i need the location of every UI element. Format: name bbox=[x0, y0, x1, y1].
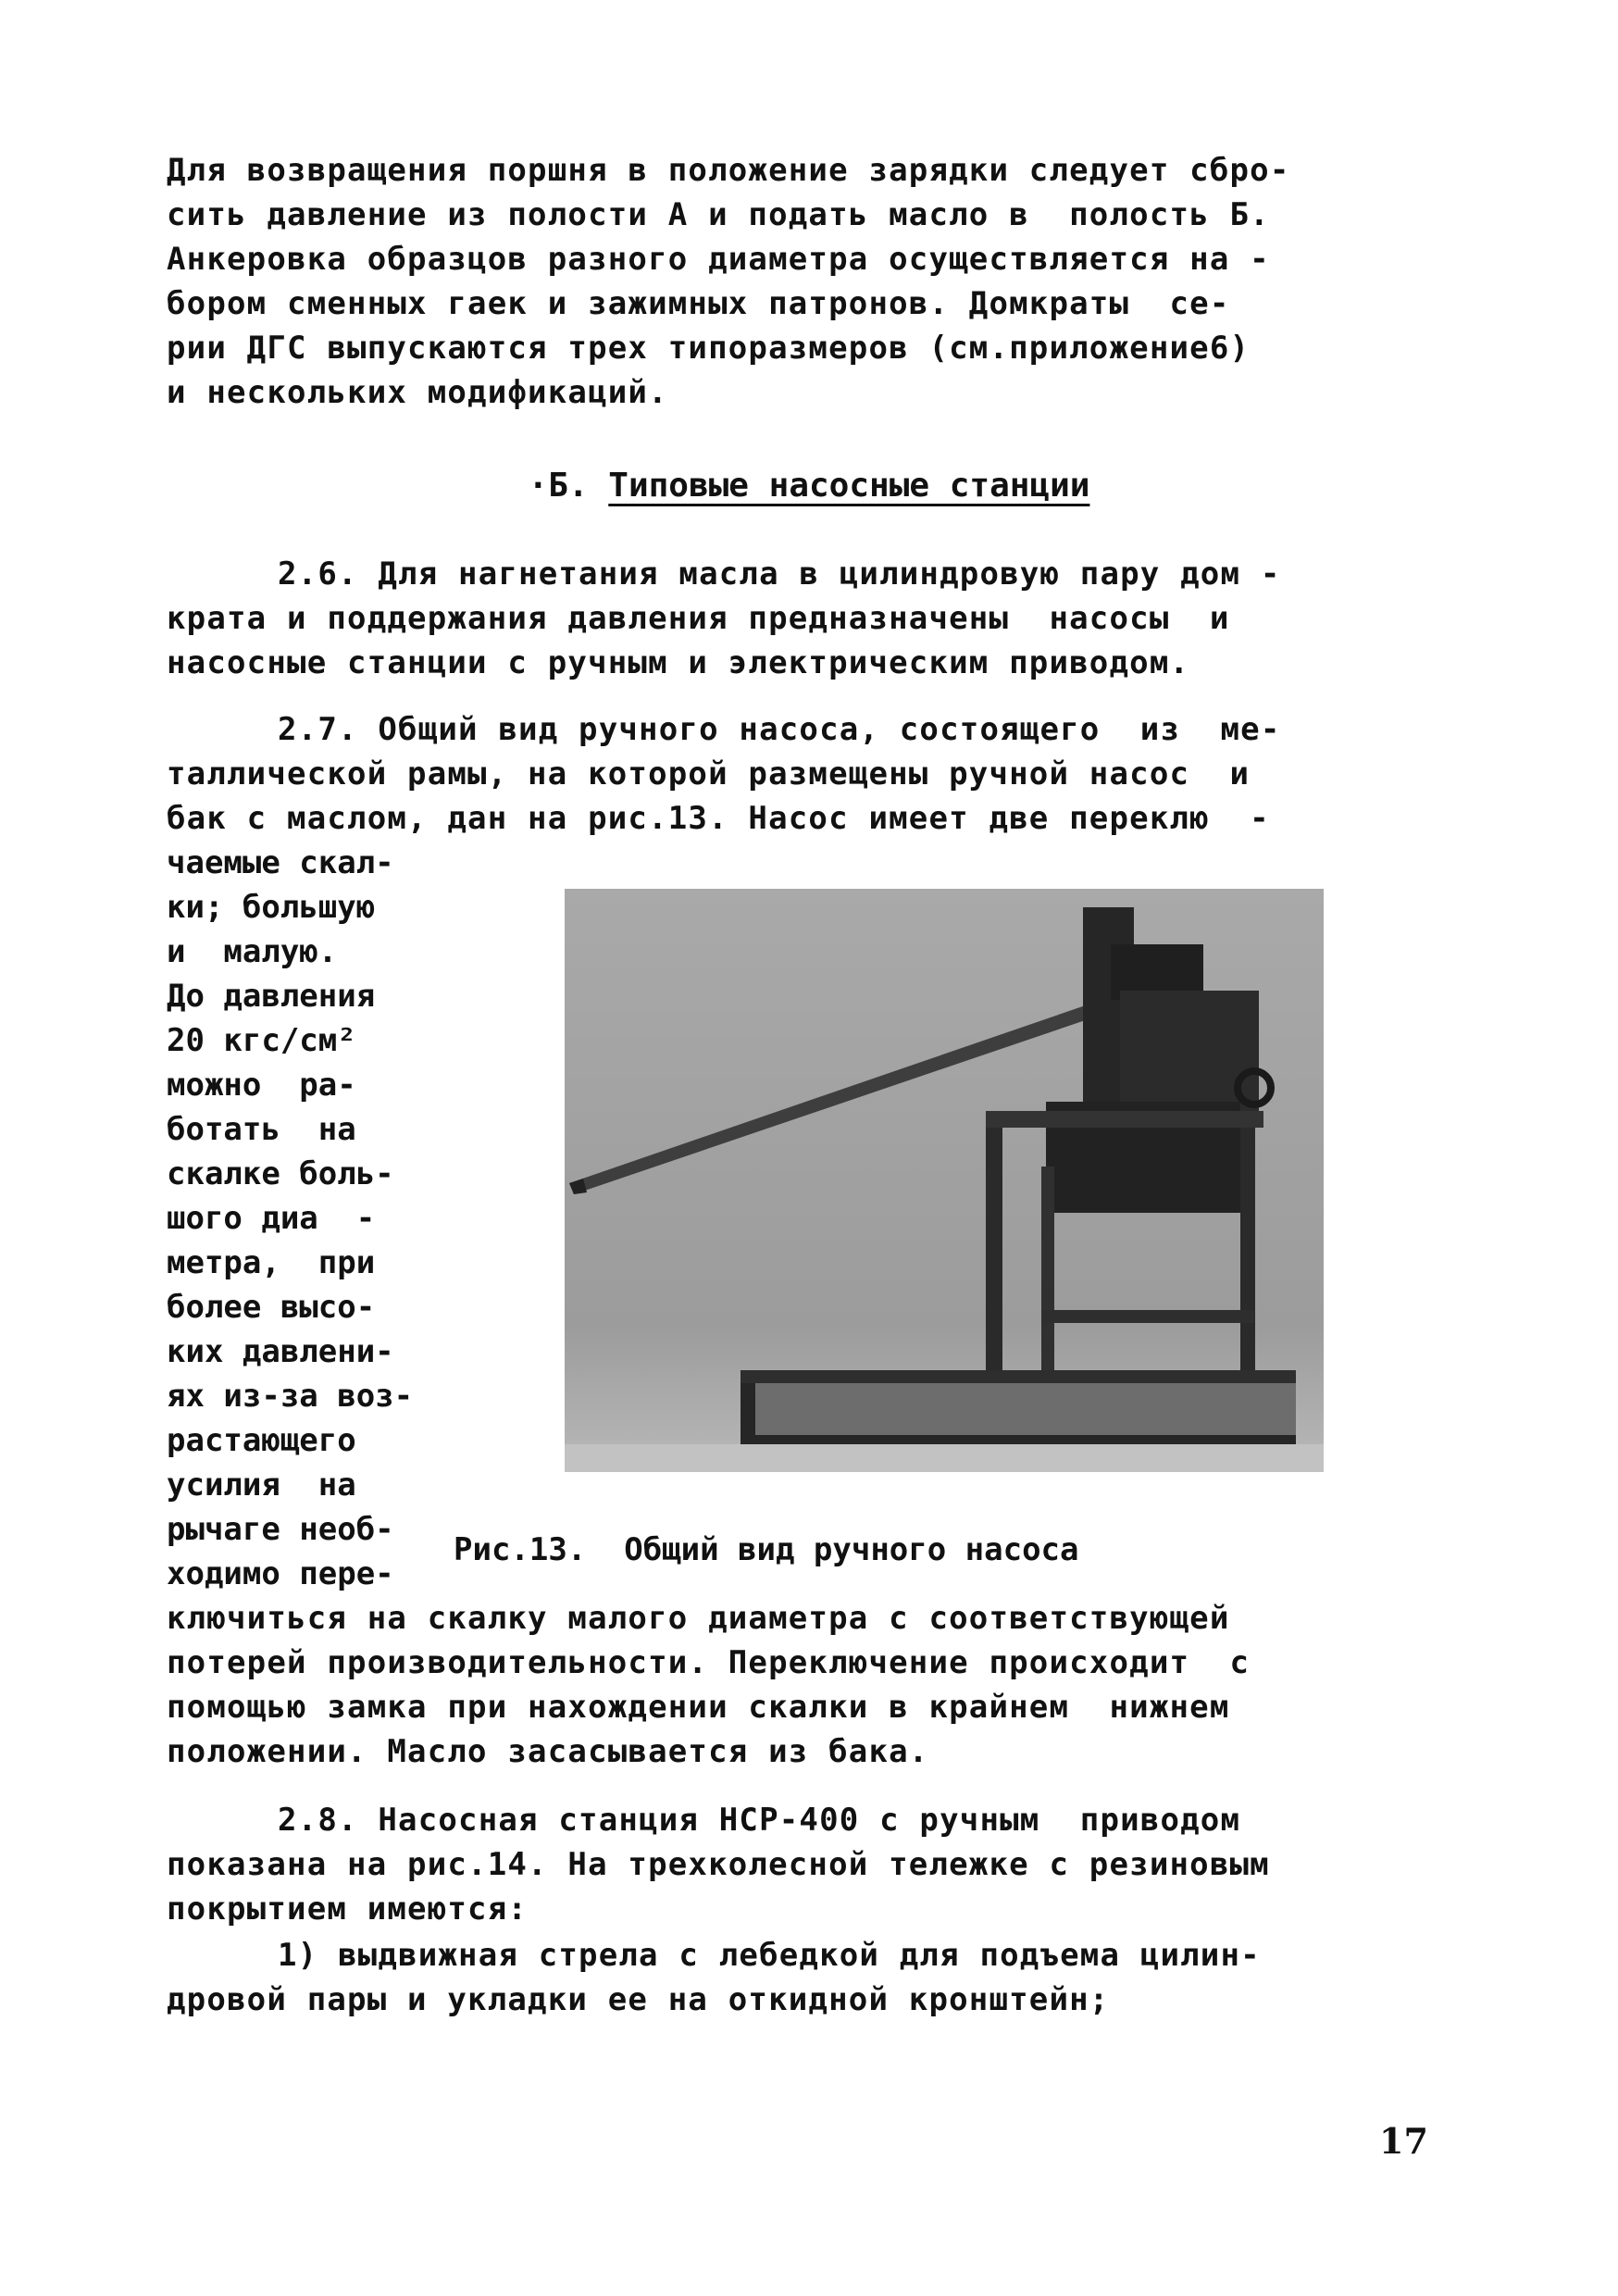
p28-line-1: 2.8. Насосная станция НСР-400 с ручным приводом bbox=[278, 1802, 1241, 1839]
p28-line-3: покрытием имеются: bbox=[167, 1890, 529, 1928]
p26-line-2: крата и поддержания давления предназначены насосы и bbox=[167, 600, 1230, 637]
pump-illustration bbox=[565, 889, 1324, 1472]
side-line-5: 20 кгс/см² bbox=[167, 1022, 356, 1059]
side-line-15: усилия на bbox=[167, 1466, 356, 1504]
figure-caption: Рис.13. Общий вид ручного насоса bbox=[454, 1531, 1079, 1568]
p27-rest-line-4: положении. Масло засасывается из бака. bbox=[167, 1733, 929, 1770]
side-line-3: и малую. bbox=[167, 933, 338, 970]
intro-line-1: Для возвращения поршня в положение зарядки следует сбро- bbox=[167, 152, 1290, 189]
p28-line-2: показана на рис.14. На трехколесной тележке с резиновым bbox=[167, 1846, 1270, 1883]
intro-line-2: сить давление из полости А и подать масло в полость Б. bbox=[167, 196, 1270, 233]
intro-line-4: бором сменных гаек и зажимных патронов. Домкраты се- bbox=[167, 285, 1230, 322]
section-prefix: ·Б. bbox=[528, 467, 589, 505]
p27-line-3: бак с маслом, дан на рис.13. Насос имеет две переклю - bbox=[167, 800, 1270, 837]
p27-rest-line-3: помощью замка при нахождении скалки в крайнем нижнем bbox=[167, 1689, 1230, 1726]
side-line-9: шого диа - bbox=[167, 1200, 376, 1237]
side-line-7: ботать на bbox=[167, 1111, 356, 1148]
page-number: 17 bbox=[1379, 2120, 1428, 2162]
side-line-1: чаемые скал- bbox=[167, 844, 394, 881]
p28-item1-line-1: 1) выдвижная стрела с лебедкой для подъема цилин- bbox=[278, 1937, 1261, 1974]
pump-photo bbox=[565, 889, 1324, 1472]
side-line-4: До давления bbox=[167, 978, 376, 1015]
side-line-12: ких давлени- bbox=[167, 1333, 394, 1370]
side-line-17: ходимо пере- bbox=[167, 1555, 394, 1592]
side-line-16: рычаге необ- bbox=[167, 1511, 394, 1548]
p27-line-1: 2.7. Общий вид ручного насоса, состоящего из ме- bbox=[278, 711, 1281, 748]
side-line-14: растающего bbox=[167, 1422, 356, 1459]
p27-line-2: таллической рамы, на которой размещены ручной насос и bbox=[167, 755, 1251, 792]
side-line-10: метра, при bbox=[167, 1244, 376, 1281]
side-line-6: можно ра- bbox=[167, 1067, 356, 1104]
p27-rest-line-2: потерей производительности. Переключение происходит с bbox=[167, 1644, 1251, 1681]
side-line-2: ки; большую bbox=[167, 889, 376, 926]
section-heading bbox=[0, 463, 1618, 509]
side-line-8: скалке боль- bbox=[167, 1155, 394, 1192]
intro-line-6: и нескольких модификаций. bbox=[167, 374, 668, 411]
p27-rest-line-1: ключиться на скалку малого диаметра с соответствующей bbox=[167, 1600, 1230, 1637]
side-line-13: ях из-за воз- bbox=[167, 1378, 414, 1415]
intro-line-3: Анкеровка образцов разного диаметра осуществляется на - bbox=[167, 241, 1270, 278]
p26-line-3: насосные станции с ручным и электрическим приводом. bbox=[167, 644, 1190, 681]
p26-line-1: 2.6. Для нагнетания масла в цилиндровую пару дом - bbox=[278, 555, 1281, 593]
p28-item1-line-2: дровой пары и укладки ее на откидной кронштейн; bbox=[167, 1981, 1110, 2018]
side-line-11: более высо- bbox=[167, 1289, 376, 1326]
section-title: Типовые насосные станции bbox=[608, 467, 1090, 505]
intro-line-5: рии ДГС выпускаются трех типоразмеров (см.приложение6) bbox=[167, 330, 1251, 367]
